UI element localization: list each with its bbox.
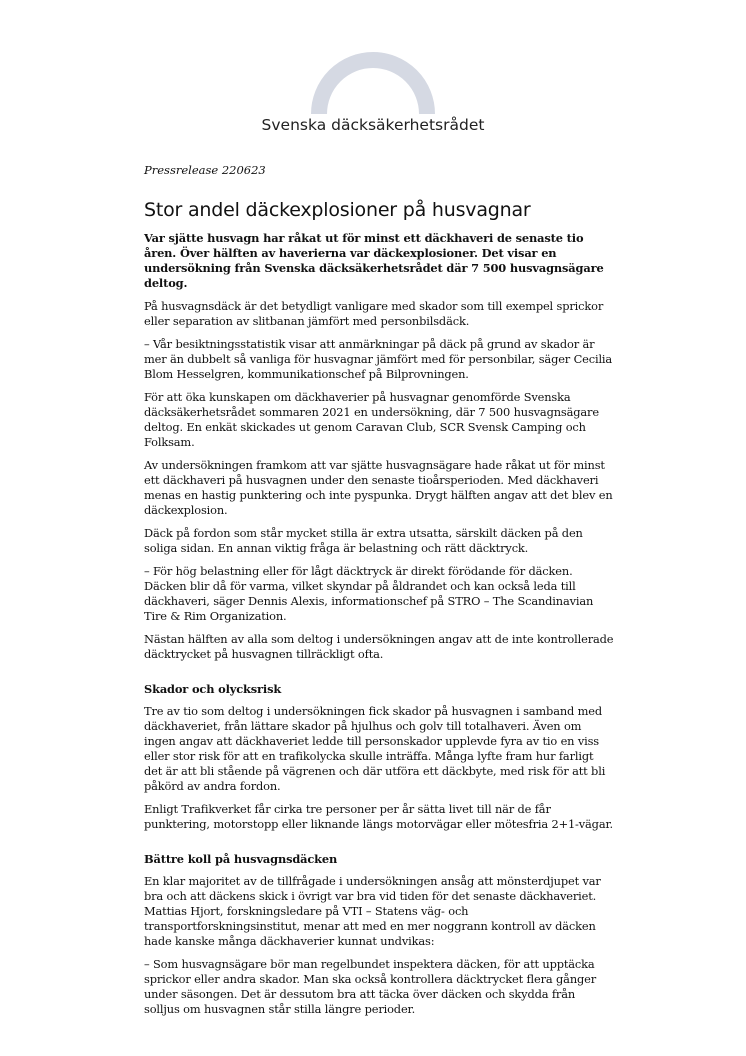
page-title: Stor andel däckexplosioner på husvagnar bbox=[144, 199, 531, 221]
arc-logo-icon bbox=[311, 50, 435, 114]
paragraph: – Vår besiktningsstatistik visar att anmärkningar på däck på grund av skador är mer än dubbelt så vanliga för husvagnar jämfört med för personbilar, säger Cecilia Blom Hesselgren, kommunikationschef på Bilprovningen. bbox=[144, 337, 613, 381]
press-release-body bbox=[144, 163, 614, 1025]
paragraph: Tre av tio som deltog i undersökningen fick skador på husvagnen i samband med däckhaveriet, från lättare skador på hjulhus och golv till totalhaveri. Även om ingen angav att däckhaveriet ledde till personskador upplevde fyra av tio en viss eller stor risk för att en trafikolycka skulle inträffa. Många lyfte fram hur farligt det är att bli stående på vägrenen och där utföra ett däckbyte, med risk för att bli påkörd av andra fordon. bbox=[144, 704, 606, 793]
paragraph: Däck på fordon som står mycket stilla är extra utsatta, särskilt däcken på den soliga sidan. En annan viktig fråga är belastning och rätt däcktryck. bbox=[144, 526, 583, 555]
section-heading-skador: Skador och olycksrisk bbox=[144, 682, 282, 696]
paragraph: – För hög belastning eller för lågt däcktryck är direkt förödande för däcken. Däcken blir då för varma, vilket skyndar på åldrandet och kan också leda till däckhaveri, säger Dennis Alexis, informationschef på STRO – The Scandinavian Tire & Rim Organization. bbox=[144, 564, 594, 623]
paragraph: Nästan hälften av alla som deltog i undersökningen angav att de inte kontrollerade däcktrycket på husvagnen tillräckligt ofta. bbox=[144, 632, 614, 661]
paragraph: Av undersökningen framkom att var sjätte husvagnsägare hade råkat ut för minst ett däckhaveri på husvagnen under den senaste tioårsperioden. Med däckhaveri menas en hastig punktering och inte pyspunka. Drygt hälften angav att det blev en däckexplosion. bbox=[144, 458, 613, 517]
paragraph: En klar majoritet av de tillfrågade i undersökningen ansåg att mönsterdjupet var bra och att däckens skick i övrigt var bra vid tiden för det senaste däckhaveriet. Mattias Hjort, forskningsledare på VTI – Statens väg- och transportforskningsinstitut, menar att med en mer noggrann kontroll av däcken hade kanske många däckhaverier kunnat undvikas: bbox=[144, 874, 601, 948]
section-heading-koll: Bättre koll på husvagnsdäcken bbox=[144, 852, 338, 866]
paragraph: För att öka kunskapen om däckhaverier på husvagnar genomförde Svenska däcksäkerhetsrådet sommaren 2021 en undersökning, där 7 500 husvagnsägare deltog. En enkät skickades ut genom Caravan Club, SCR Svensk Camping och Folksam. bbox=[144, 390, 599, 449]
paragraph: – Som husvagnsägare bör man regelbundet inspektera däcken, för att upptäcka sprickor eller andra skador. Man ska också kontrollera däcktrycket flera gånger under säsongen. Det är dessutom bra att täcka över däcken och skydda från solljus om husvagnen står stilla längre perioder. bbox=[144, 957, 597, 1016]
release-label: Pressrelease 220623 bbox=[144, 163, 266, 177]
lead-paragraph: Var sjätte husvagn har råkat ut för minst ett däckhaveri de senaste tio åren. Över hälften av haverierna var däckexplosioner. Det visar en undersökning från Svenska däcksäkerhetsrådet där 7 500 husvagnsägare deltog. bbox=[144, 231, 604, 290]
paragraph: På husvagnsdäck är det betydligt vanligare med skador som till exempel sprickor eller separation av slitbanan jämfört med personbilsdäck. bbox=[144, 299, 604, 328]
org-name: Svenska däcksäkerhetsrådet bbox=[261, 116, 485, 134]
paragraph: Enligt Trafikverket får cirka tre personer per år sätta livet till när de får punktering, motorstopp eller liknande längs motorvägar eller mötesfria 2+1-vägar. bbox=[144, 802, 613, 831]
